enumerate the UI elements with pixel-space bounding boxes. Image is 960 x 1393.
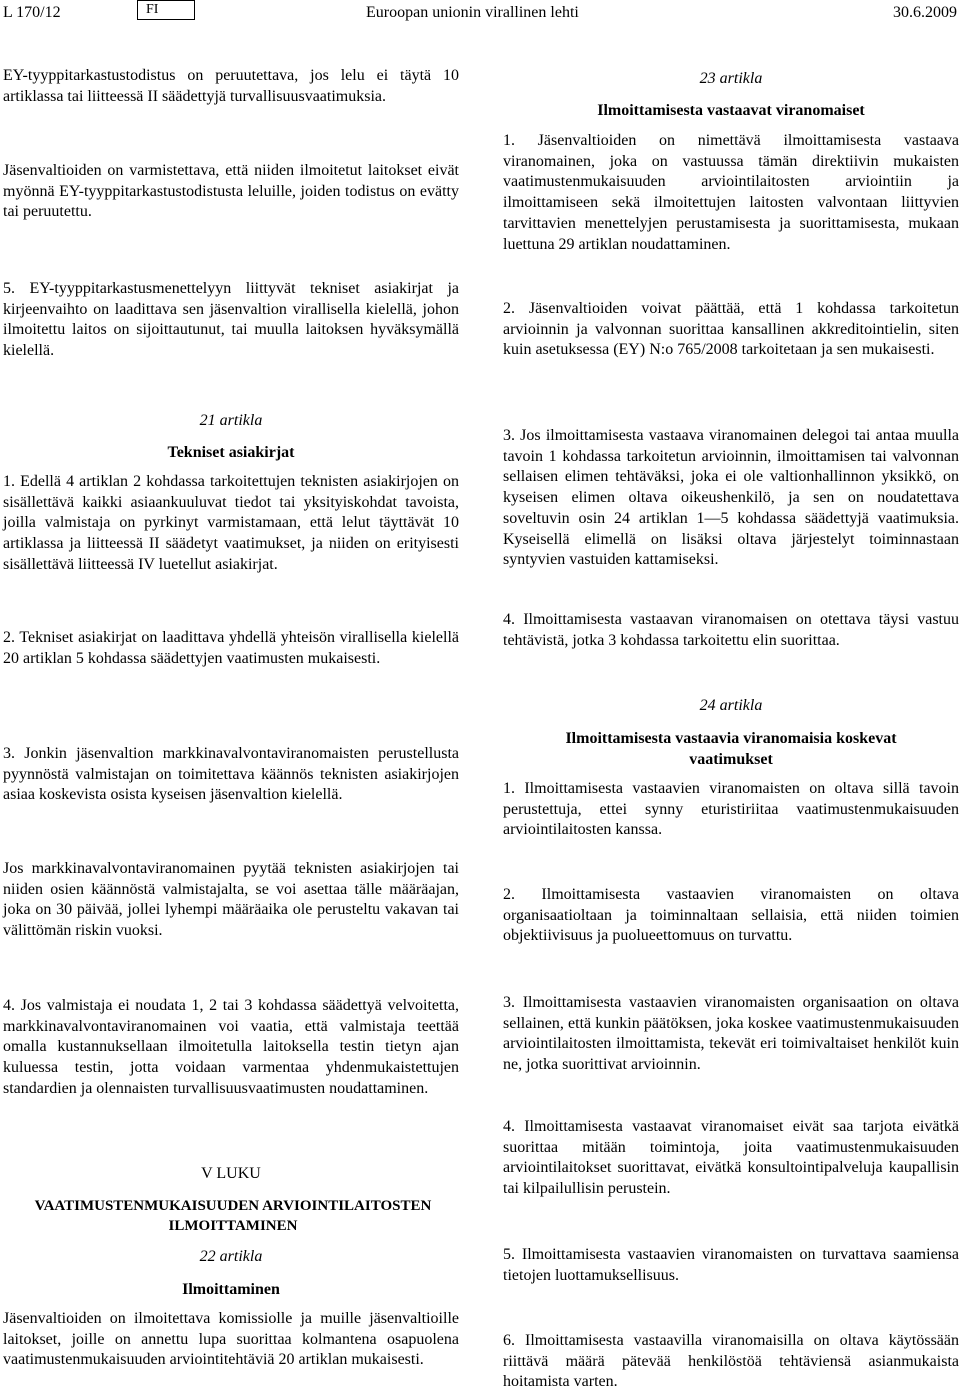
- paragraph: 3. Ilmoittamisesta vastaavien viranomaisten organisaation on oltava sellainen, että kunkin päätöksen, joka koskee vaatimustenmukaisuuden arviointilaitosten ilmoittamista, tekevät eri toimivaltaiset henkilöt kuin ne, jotka suorittivat arvioinnin.: [503, 994, 959, 1074]
- paragraph: EY-tyyppitarkastustodistus on peruutettava, jos lelu ei täytä 10 artiklassa tai liitteessä II säädettyjä turvallisuusvaatimuksia.: [3, 67, 459, 105]
- paragraph: 4. Ilmoittamisesta vastaavat viranomaiset eivät saa tarjota eivätkä suorittaa mitään toimintoja, joita vaatimustenmukaisuuden arviointilaitokset suorittavat, eivätkä konsultointipalveluja kaupallisin tai kilpailullisin perustein.: [503, 1118, 959, 1198]
- publication-date: 30.6.2009: [893, 4, 957, 21]
- language-code-box: FI: [137, 0, 195, 20]
- article-number: 21 artikla: [199, 412, 263, 429]
- paragraph: 1. Edellä 4 artiklan 2 kohdassa tarkoitettujen teknisten asiakirjojen on sisällettävä kaikki asiaankuuluvat tiedot tai yksityiskohdat tavoista, joilla valmistaja on pyrkinyt varmistamaan, että lelut täyttävät 10 artiklassa ja liitteessä II säädetyt vaatimukset, ja niiden on erityisesti sisällettävä liitteessä IV luetellut asiakirjat.: [3, 473, 459, 573]
- article-title: Ilmoittamisesta vastaavat viranomaiset: [597, 102, 865, 119]
- paragraph: Jäsenvaltioiden on varmistettava, että niiden ilmoitetut laitokset eivät myönnä EY-tyyppitarkastustodistusta leluille, joiden todistus on evätty tai peruutettu.: [3, 162, 459, 221]
- article-number: 24 artikla: [699, 697, 763, 714]
- paragraph: 6. Ilmoittamisesta vastaavilla viranomaisilla on oltava käytössään riittävä määrä pätevää henkilöstöä tehtäviensä asianmukaista hoitamista varten.: [503, 1332, 959, 1391]
- paragraph: 4. Ilmoittamisesta vastaavan viranomaisen on otettava täysi vastuu tehtävistä, jotka 3 kohdassa tarkoitettu elin suorittaa.: [503, 611, 959, 649]
- chapter-title: VAATIMUSTENMUKAISUUDEN ARVIOINTILAITOSTEN ILMOITTAMINEN: [34, 1198, 432, 1234]
- journal-title: Euroopan unionin virallinen lehti: [366, 4, 579, 21]
- paragraph: 2. Tekniset asiakirjat on laadittava yhdellä yhteisön virallisella kielellä 20 artiklan 5 kohdassa säädettyjen vaatimusten mukaisesti.: [3, 629, 459, 667]
- paragraph: 2. Ilmoittamisesta vastaavien viranomaisten on oltava organisaatioltaan ja toiminnaltaan sellaisia, että niiden toimien objektiivisuus ja puolueettomuus on turvattu.: [503, 886, 959, 945]
- paragraph: 5. Ilmoittamisesta vastaavien viranomaisten on turvattava saamiensa tietojen luottamuksellisuus.: [503, 1246, 959, 1284]
- article-title: Ilmoittaminen: [182, 1281, 280, 1298]
- paragraph: 1. Jäsenvaltioiden on nimettävä ilmoittamisesta vastaava viranomainen, joka on vastuussa tämän direktiivin mukaisten vaatimustenmukaisuuden arviointilaitosten arviointiin ja ilmoittamiseen sekä ilmoitettujen laitosten valvontaan liittyvien tarvittavien menettelyjen perustamisesta ja suorittamisesta, mukaan luettuna 29 artiklan noudattaminen.: [503, 132, 959, 253]
- article-title: Ilmoittamisesta vastaavia viranomaisia koskevat vaatimukset: [565, 730, 897, 768]
- paragraph: 3. Jos ilmoittamisesta vastaava viranomainen delegoi tai antaa muulla tavoin 1 kohdassa tarkoitetun arvioinnin, ilmoittamisen tai valvonnan sellaisen elimen tehtäväksi, joka ei ole valtionhallinnon yksikkö, on kyseisen elimen oltava oikeushenkilö, ja sen on noudatettava soveltuvin osin 24 artiklan 1—5 kohdassa säädettyjä vaatimuksia. Kyseisellä elimellä on lisäksi oltava järjestelyt toiminnastaan syntyvien vastuiden kattamiseksi.: [503, 427, 959, 569]
- paragraph: 4. Jos valmistaja ei noudata 1, 2 tai 3 kohdassa säädettyä velvoitetta, markkinavalvontaviranomainen voi vaatia, että valmistaja teettää omalla kustannuksellaan ilmoitetulla laitoksella testin tietyn ajan kuluessa testin, jotta voidaan varmentaa yhdenmukaistettujen standardien ja olennaisten turvallisuusvaatimusten noudattaminen.: [3, 997, 459, 1097]
- chapter-number: V LUKU: [201, 1165, 261, 1182]
- paragraph: 1. Ilmoittamisesta vastaavien viranomaisten on oltava sillä tavoin perustettuja, ettei synny eturistiriitaa vaatimustenmukaisuuden arviointilaitosten kanssa.: [503, 780, 959, 839]
- paragraph: 5. EY-tyyppitarkastusmenettelyyn liittyvät tekniset asiakirjat ja kirjeenvaihto on laadittava sen jäsenvaltion virallisella kielellä, johon ilmoitettu laitos on sijoittautunut, tai muulla laitoksen hyväksymällä kielellä.: [3, 280, 459, 360]
- article-title: Tekniset asiakirjat: [167, 444, 295, 461]
- page-reference: L 170/12: [3, 4, 61, 21]
- paragraph: Jos markkinavalvontaviranomainen pyytää teknisten asiakirjojen tai niiden osien käännöstä valmistajalta, se voi asettaa tälle määräajan, joka on 30 päivää, jollei lyhempi määräaika ole perusteltu vakavan tai välittömän riskin vuoksi.: [3, 860, 459, 940]
- article-number: 22 artikla: [199, 1248, 263, 1265]
- paragraph: 2. Jäsenvaltioiden voivat päättää, että 1 kohdassa tarkoitetun arvioinnin ja valvonnan suorittaa kansallinen akkreditointielin, siten kuin asetuksessa (EY) N:o 765/2008 tarkoitetaan ja sen mukaisesti.: [503, 300, 959, 359]
- paragraph: 3. Jonkin jäsenvaltion markkinavalvontaviranomaisten perustellusta pyynnöstä valmistajan on toimitettava käännös teknisten asiakirjojen asiaa koskevista osista kyseisen jäsenvaltion kielellä.: [3, 745, 459, 804]
- paragraph: Jäsenvaltioiden on ilmoitettava komissiolle ja muille jäsenvaltioille laitokset, joille on annettu lupa suorittaa kolmantena osapuolena vaatimustenmukaisuuden arviointitehtäviä 20 artiklan mukaisesti.: [3, 1310, 459, 1369]
- article-number: 23 artikla: [699, 70, 763, 87]
- page-header: [0, 0, 960, 28]
